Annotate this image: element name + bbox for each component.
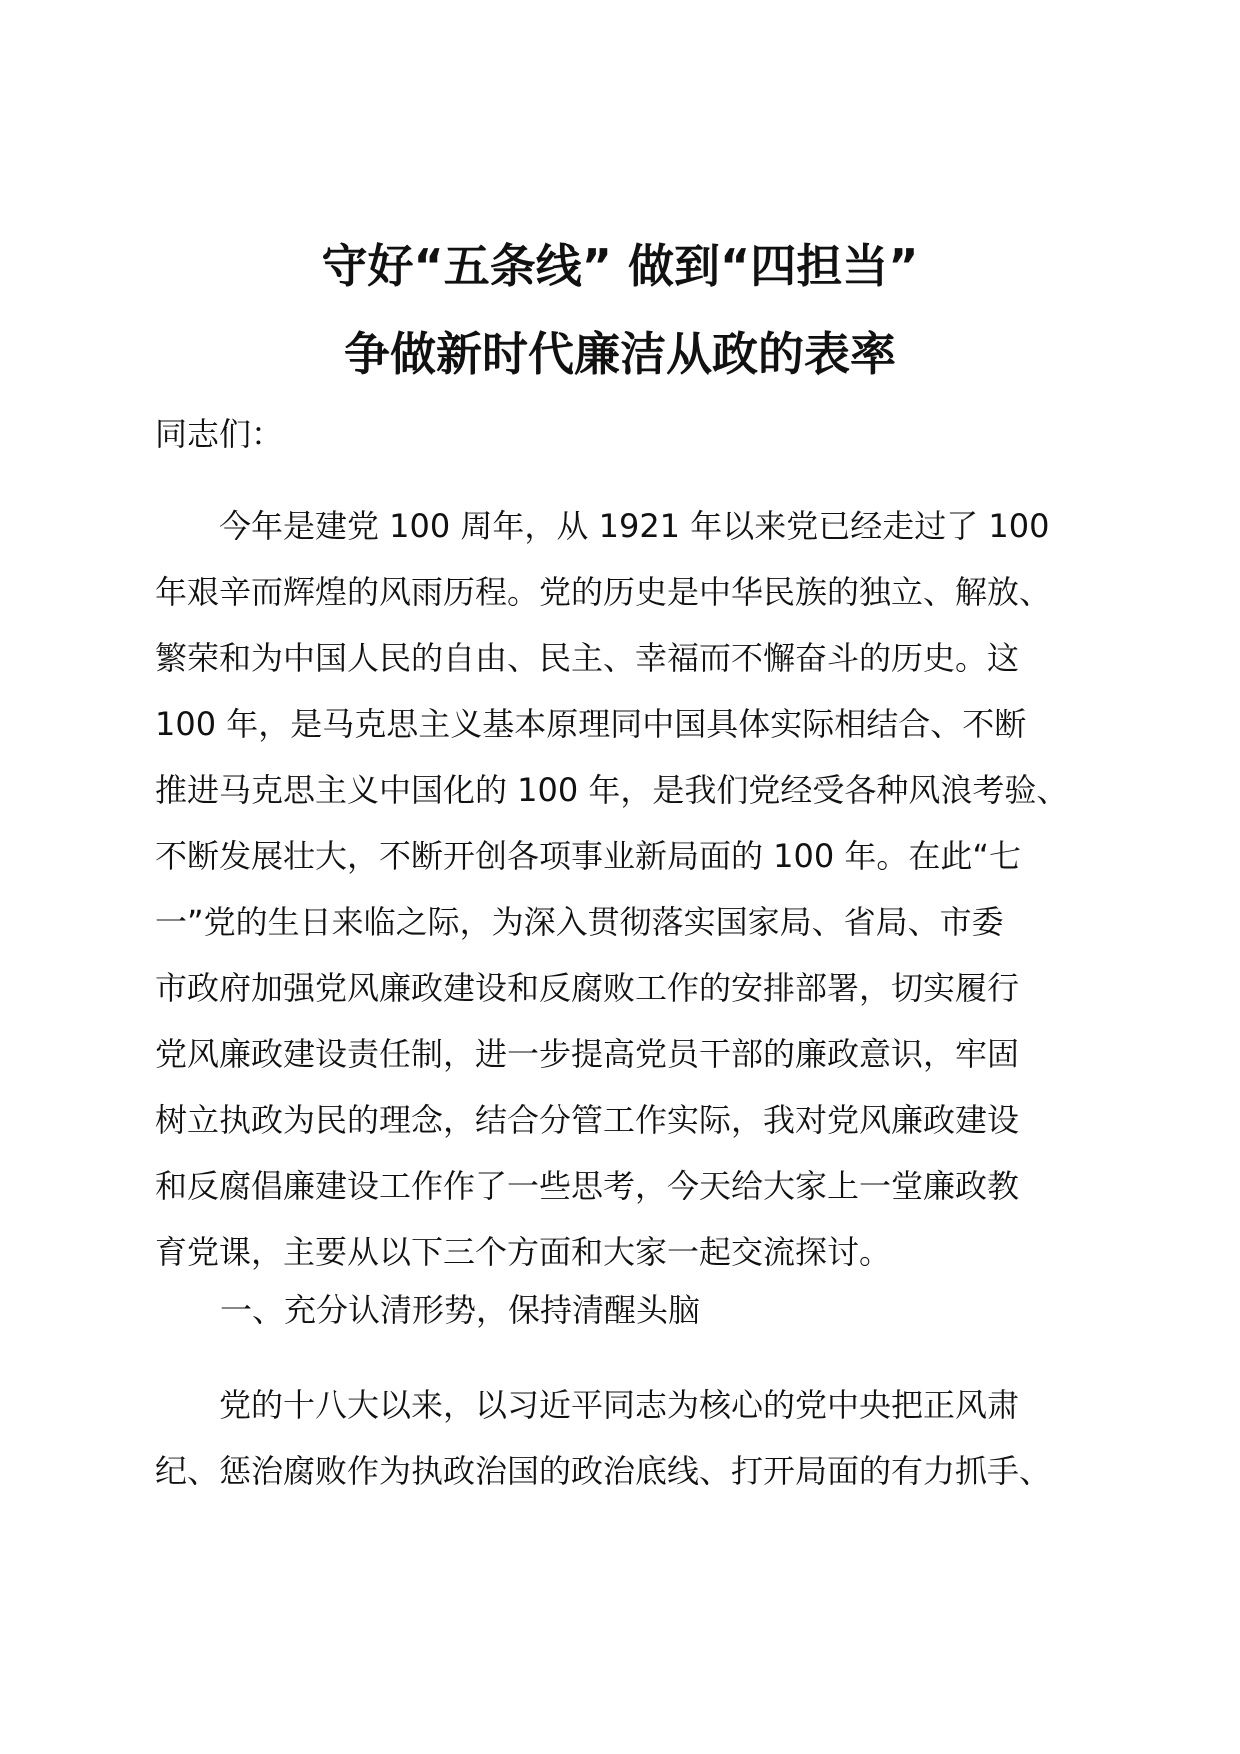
salutation: 同志们：: [155, 415, 284, 453]
paragraph-line: 党风廉政建设责任制，进一步提高党员干部的廉政意识，牢固: [155, 1035, 1020, 1073]
section-heading: 一、充分认清形势，保持清醒头脑: [220, 1291, 701, 1329]
paragraph-line: 树立执政为民的理念，结合分管工作实际，我对党风廉政建设: [155, 1101, 1020, 1139]
paragraph-line: 年艰辛而辉煌的风雨历程。党的历史是中华民族的独立、解放、: [155, 573, 1052, 611]
paragraph-line: 纪、惩治腐败作为执政治国的政治底线、打开局面的有力抓手、: [155, 1452, 1052, 1490]
document-title-line1: 守好“五条线” 做到“四担当”: [321, 239, 919, 293]
paragraph-line: 市政府加强党风廉政建设和反腐败工作的安排部署，切实履行: [155, 969, 1020, 1007]
paragraph-line: 今年是建党 100 周年，从 1921 年以来党已经走过了 100: [155, 507, 1050, 545]
paragraph-line: 一”党的生日来临之际，为深入贯彻落实国家局、省局、市委: [155, 903, 1004, 941]
paragraph-line: 和反腐倡廉建设工作作了一些思考，今天给大家上一堂廉政教: [155, 1167, 1020, 1205]
paragraph-line: 不断发展壮大，不断开创各项事业新局面的 100 年。在此“七: [155, 837, 1022, 875]
paragraph-line: 育党课，主要从以下三个方面和大家一起交流探讨。: [155, 1233, 892, 1271]
paragraph-1: [155, 493, 1085, 1285]
paragraph-line: 100 年，是马克思主义基本原理同中国具体实际相结合、不断: [155, 705, 1027, 743]
paragraph-2: [155, 1372, 1085, 1504]
document-title-line2: 争做新时代廉洁从政的表率: [344, 327, 896, 381]
paragraph-line: 党的十八大以来，以习近平同志为核心的党中央把正风肃: [155, 1386, 1020, 1424]
paragraph-line: 繁荣和为中国人民的自由、民主、幸福而不懈奋斗的历史。这: [155, 639, 1020, 677]
paragraph-line: 推进马克思主义中国化的 100 年，是我们党经受各种风浪考验、: [155, 771, 1069, 809]
